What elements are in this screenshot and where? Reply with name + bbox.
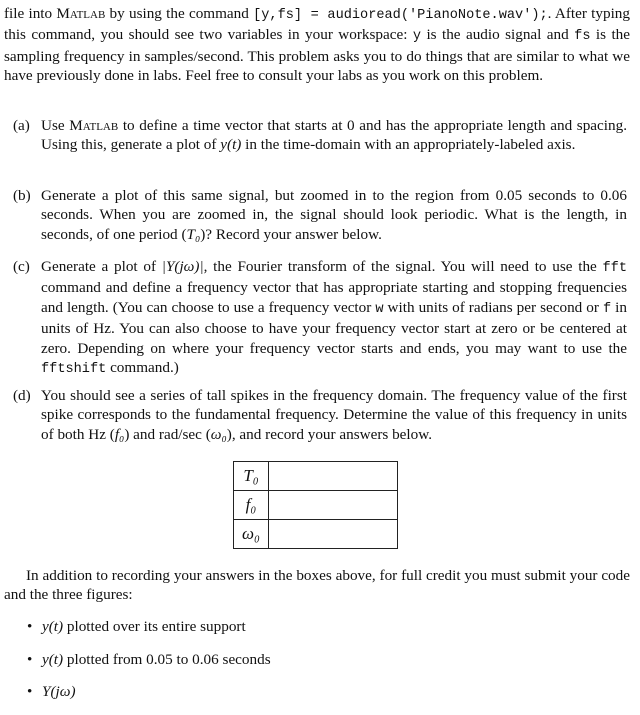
math-omega0: ω₀	[210, 425, 227, 443]
math-y-t: y(t)	[42, 618, 64, 635]
text: Generate a plot of	[41, 258, 162, 275]
var-fs: fs	[574, 29, 591, 45]
symbol-omega0: ω₀	[234, 520, 269, 549]
math-Y-jw: Y(jω)	[42, 683, 76, 700]
answer-row	[234, 491, 398, 520]
text: Generate a plot of this same signal, but zoomed in to the region from 0.05 seconds to 0.06 seconds. When you are zoomed in, the signal should look periodic. What is the length, in seconds, of one period (	[41, 187, 627, 243]
text: command.)	[106, 359, 179, 377]
symbol-T0: T₀	[234, 462, 269, 491]
answer-table	[233, 461, 398, 549]
answer-row	[234, 520, 398, 549]
math-T0: T₀	[186, 225, 201, 243]
list-item	[0, 682, 600, 715]
text: to define a time vector that starts at 0 and has the appropriate length and spacing. Using this, generate a plot of	[41, 117, 627, 154]
intro-paragraph	[4, 4, 630, 86]
item-label: (b)	[13, 187, 31, 204]
intro-text: by using the command	[105, 5, 254, 22]
intro-text: is the audio signal and	[421, 26, 575, 44]
code-w: w	[375, 301, 384, 317]
math-f0: f₀	[114, 425, 125, 443]
var-y: y	[412, 29, 422, 45]
text: You should see a series of tall spikes in the frequency domain. The frequency value of the first spike corresponds to the fundamental frequency. Determine the value of this frequency in units of both Hz (	[41, 387, 627, 443]
answer-box-T0[interactable]	[269, 462, 398, 491]
item-label: (d)	[13, 387, 31, 404]
item-text	[41, 257, 627, 379]
item-a	[13, 116, 627, 155]
intro-text: file into	[4, 5, 57, 22]
text: ), and record your answers below.	[226, 425, 433, 443]
item-text	[41, 116, 627, 155]
list-item	[0, 617, 600, 650]
text: with units of radians per second or	[383, 298, 603, 316]
code-f: f	[602, 301, 612, 317]
code-fftshift: fftshift	[41, 362, 107, 378]
text: , the Fourier transform of the signal. You will need to use the	[203, 258, 603, 275]
bullet-icon: •	[27, 683, 33, 700]
figure-list	[0, 617, 600, 715]
text: ) and rad/sec (	[124, 425, 211, 443]
item-b	[13, 186, 627, 244]
intro-text: is the sampling frequency in samples/second. This problem asks you to do things that are similar to what we have previously done in labs. Feel free to consult your labs as you work on this problem.	[4, 26, 630, 85]
text: in units of Hz. You can also choose to have your frequency vector start at zero or be centered at zero. Depending on where your frequency vector starts and ends, you may want to use the	[41, 298, 627, 357]
math-abs-Y: |Y(jω)|	[161, 258, 204, 275]
bullet-icon: •	[27, 650, 33, 668]
text: Use	[41, 117, 70, 134]
answer-box-f0[interactable]	[269, 491, 398, 520]
list-item	[0, 650, 600, 683]
item-text	[41, 386, 627, 444]
code-fft: fft	[602, 261, 627, 276]
item-label: (c)	[13, 258, 30, 275]
bullet-icon: •	[27, 618, 33, 635]
audioread-command: [y,fs] = audioread('PianoNote.wav');	[253, 8, 548, 23]
math-y-t: y(t)	[42, 650, 64, 668]
item-text	[41, 186, 627, 244]
intro-text: . After typing this command, you should see two variables in your workspace:	[4, 5, 630, 44]
text: command and define a frequency vector that has appropriate starting and stopping frequencies and length. (You can choose to use a frequency vector	[41, 279, 627, 316]
text: in the time-domain with an appropriately-labeled axis.	[241, 136, 576, 154]
item-d	[13, 386, 627, 444]
math-y-t: y(t)	[220, 136, 242, 154]
symbol-f0: f₀	[234, 491, 269, 520]
matlab-name: Matlab	[56, 5, 106, 22]
answer-row	[234, 462, 398, 491]
item-c	[13, 257, 627, 379]
list-item-text: plotted over its entire support	[63, 618, 246, 635]
answer-box-omega0[interactable]	[269, 520, 398, 549]
closing-paragraph: In addition to recording your answers in the boxes above, for full credit you must submit your code and the three figures:	[4, 567, 630, 604]
item-label: (a)	[13, 117, 30, 134]
text: )? Record your answer below.	[200, 225, 382, 243]
matlab-name: Matlab	[69, 117, 119, 134]
list-item-text: plotted from 0.05 to 0.06 seconds	[63, 650, 271, 668]
